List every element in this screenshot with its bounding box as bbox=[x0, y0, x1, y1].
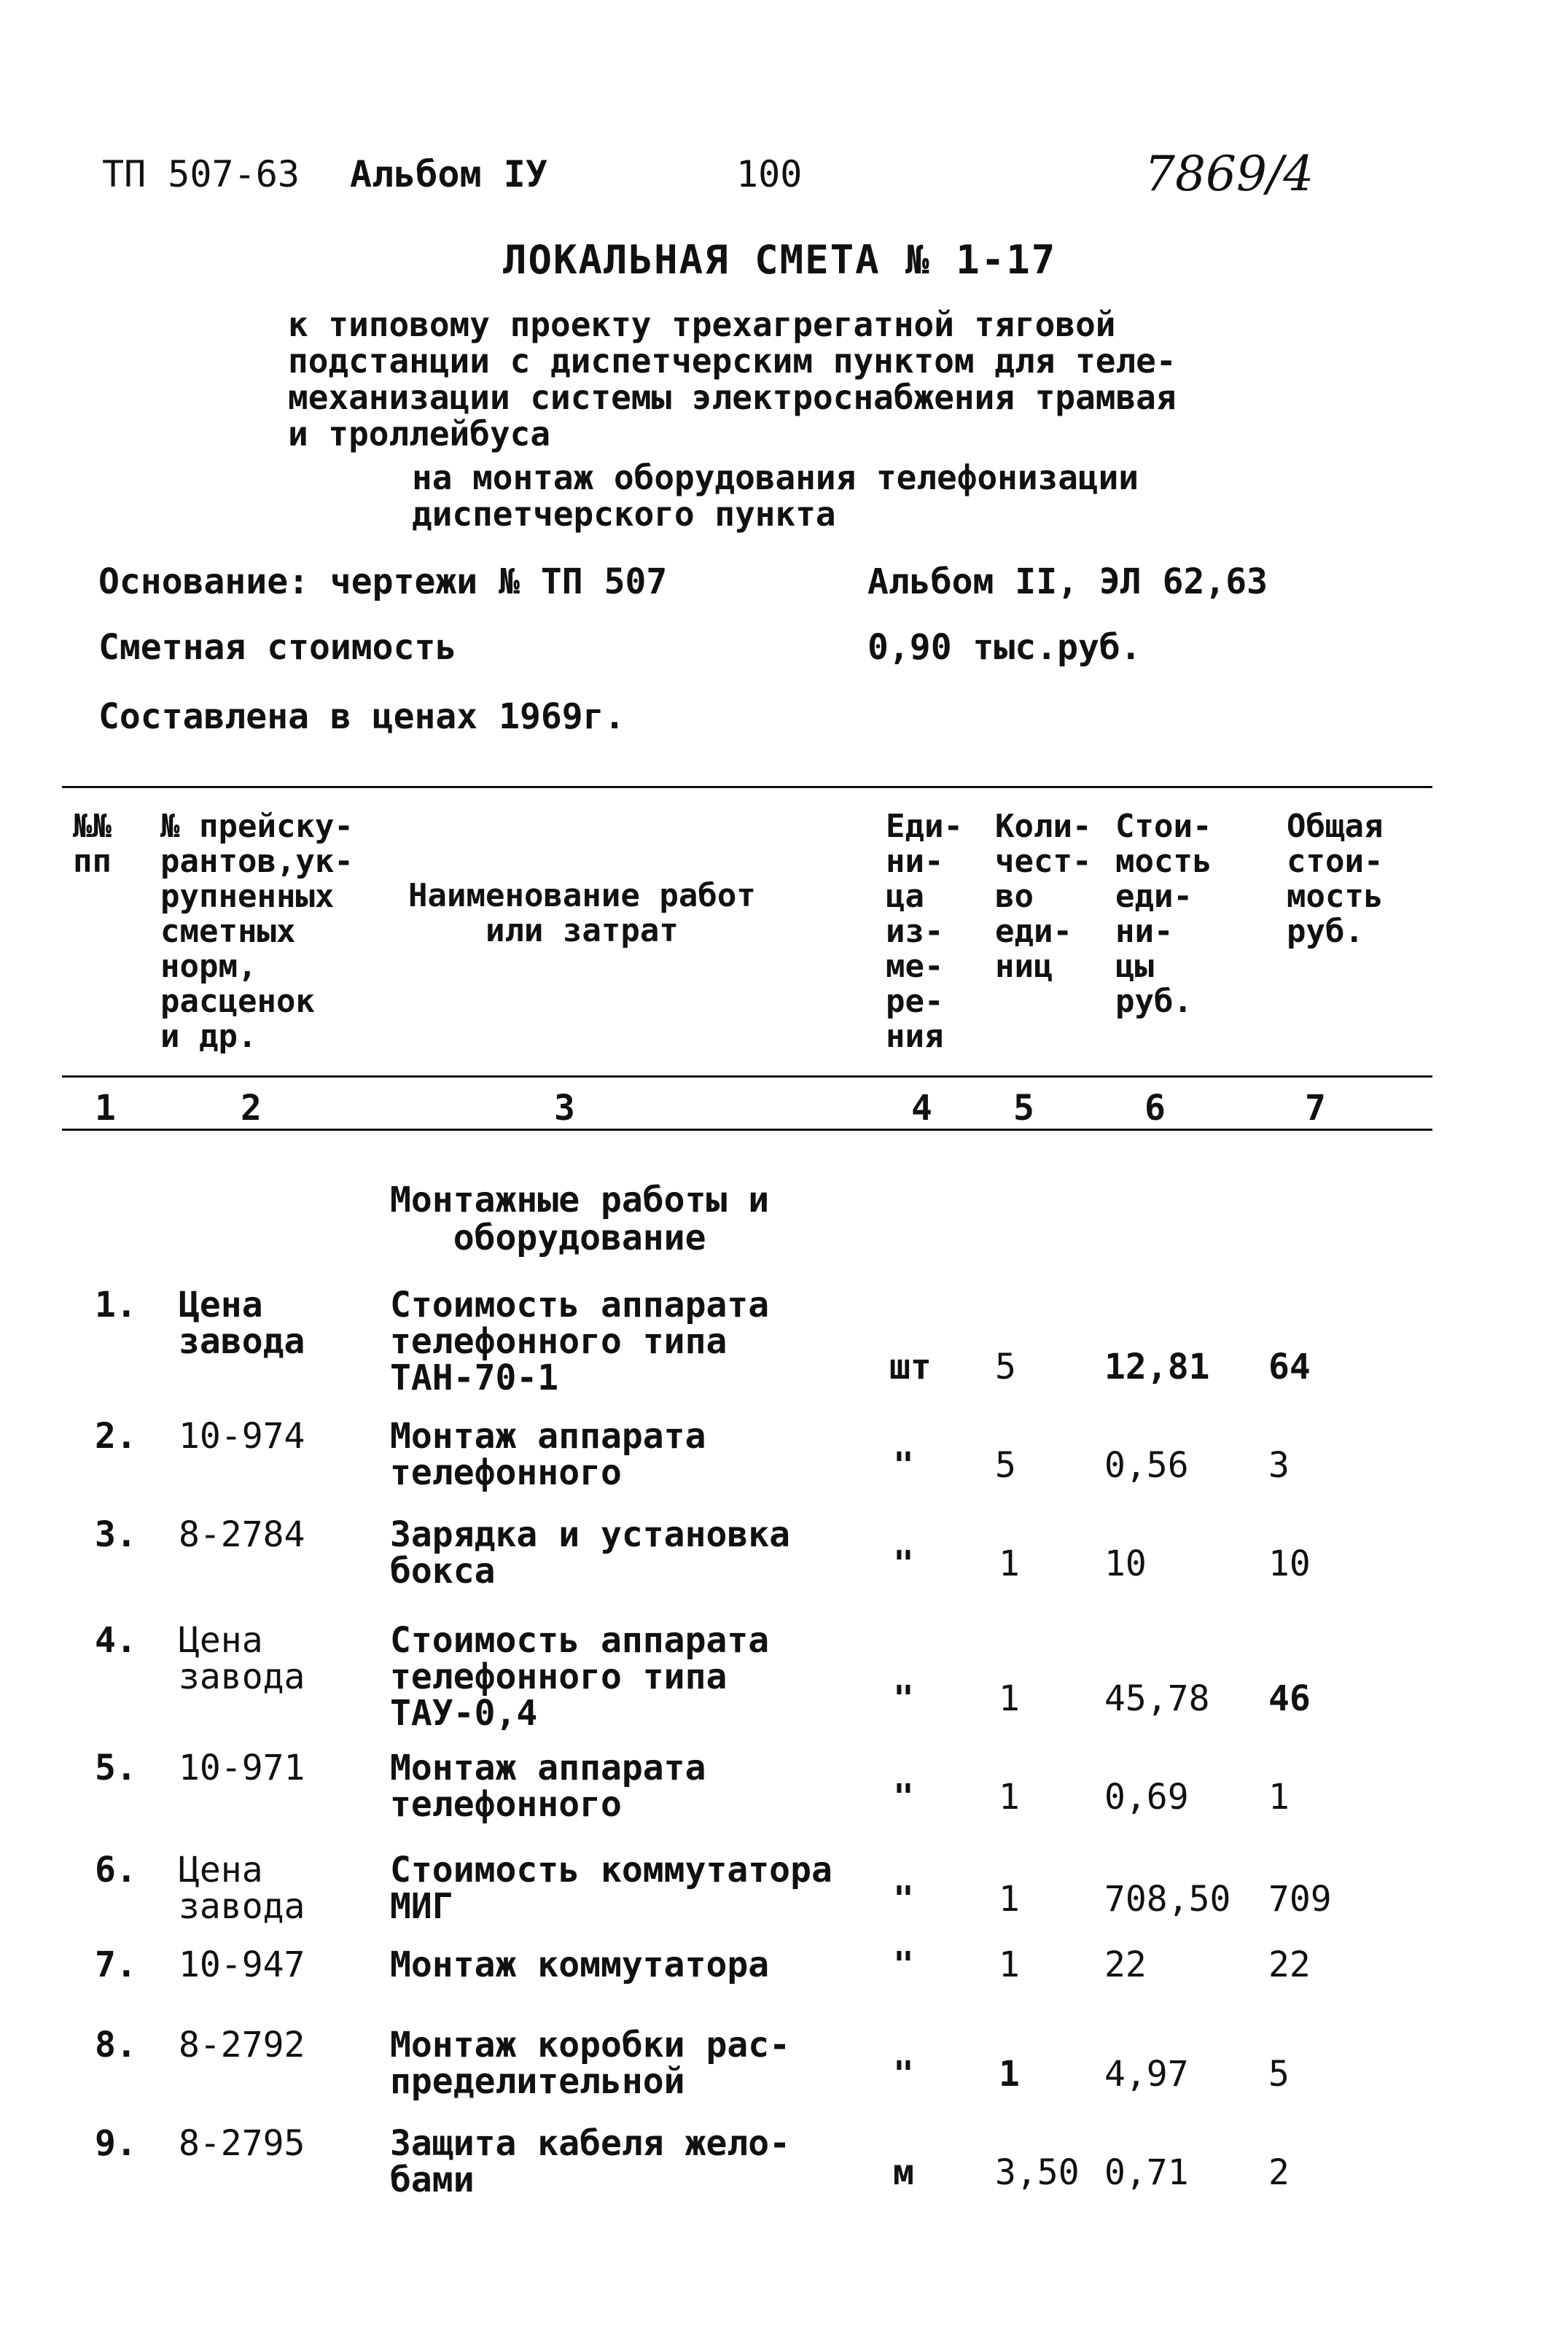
row-unit-price: 4,97 bbox=[1104, 2054, 1189, 2095]
row-unit-price: 45,78 bbox=[1104, 1678, 1210, 1719]
row-unit: " bbox=[893, 1944, 914, 1985]
prices-label: Составлена в ценах 1969г. bbox=[98, 696, 625, 737]
table-header-rule bbox=[62, 1075, 1432, 1078]
row-quantity: 5 bbox=[995, 1347, 1016, 1387]
document-subtitle: к типовому проекту трехагрегатной тяговой подстанции с диспетчерским пунктом для теле- механизации системы электроснабжения трамвая и троллейбуса bbox=[288, 305, 1177, 453]
row-total: 10 bbox=[1268, 1543, 1311, 1584]
row-reference: 8-2784 bbox=[179, 1514, 305, 1555]
row-quantity: 1 bbox=[999, 1678, 1020, 1719]
col-header-4: Еди- ни- ца из- ме- ре- ния bbox=[886, 808, 963, 1055]
col-number-7: 7 bbox=[1305, 1088, 1326, 1129]
row-number: 3. bbox=[95, 1514, 137, 1555]
row-total: 64 bbox=[1268, 1347, 1311, 1387]
row-unit: шт bbox=[889, 1347, 932, 1387]
row-number: 4. bbox=[95, 1620, 137, 1661]
col-header-7: Общая стои- мость руб. bbox=[1287, 808, 1384, 950]
col-number-5: 5 bbox=[1013, 1088, 1034, 1129]
row-reference: Цена завода bbox=[179, 1850, 305, 1927]
row-number: 6. bbox=[95, 1850, 137, 1890]
row-unit: " bbox=[893, 1543, 914, 1584]
row-name: Зарядка и установка бокса bbox=[390, 1514, 791, 1592]
row-number: 7. bbox=[95, 1944, 137, 1985]
row-number: 9. bbox=[95, 2123, 137, 2164]
row-unit: " bbox=[893, 1777, 914, 1818]
row-number: 2. bbox=[95, 1416, 137, 1457]
row-total: 2 bbox=[1268, 2152, 1290, 2193]
row-name: Стоимость коммутатора МИГ bbox=[390, 1850, 832, 1927]
row-unit: " bbox=[893, 2054, 914, 2095]
row-reference: 10-947 bbox=[179, 1944, 305, 1985]
row-number: 5. bbox=[95, 1748, 137, 1788]
row-unit: м bbox=[893, 2152, 914, 2193]
row-unit-price: 0,71 bbox=[1104, 2152, 1189, 2193]
row-unit-price: 0,69 bbox=[1104, 1777, 1189, 1818]
row-quantity: 1 bbox=[999, 1944, 1020, 1985]
table-number-rule bbox=[62, 1129, 1432, 1131]
row-quantity: 5 bbox=[995, 1445, 1016, 1486]
row-reference: 10-974 bbox=[179, 1416, 305, 1457]
col-header-1: №№ пп bbox=[73, 808, 112, 880]
section-title: Монтажные работы и оборудование bbox=[390, 1180, 770, 1258]
col-number-4: 4 bbox=[911, 1088, 932, 1129]
cost-label: Сметная стоимость bbox=[98, 627, 457, 668]
cost-value: 0,90 тыс.руб. bbox=[867, 627, 1142, 668]
row-quantity: 1 bbox=[999, 2054, 1020, 2095]
row-reference: 8-2792 bbox=[179, 2025, 305, 2065]
row-name: Защита кабеля жело- бами bbox=[390, 2123, 791, 2200]
project-code: ТП 507-63 bbox=[102, 153, 300, 195]
document-subtitle-2: на монтаж оборудования телефонизации диспетчерского пункта bbox=[412, 458, 1139, 534]
row-total: 1 bbox=[1268, 1777, 1290, 1818]
row-total: 3 bbox=[1268, 1445, 1290, 1486]
row-unit-price: 0,56 bbox=[1104, 1445, 1189, 1486]
table-top-rule bbox=[62, 786, 1432, 788]
row-reference: Цена завода bbox=[179, 1285, 305, 1362]
col-header-5: Коли- чест- во еди- ниц bbox=[995, 808, 1092, 985]
col-header-3: Наименование работ или затрат bbox=[408, 877, 756, 949]
row-unit-price: 22 bbox=[1104, 1944, 1147, 1985]
page-number: 100 bbox=[736, 153, 803, 195]
row-quantity: 1 bbox=[999, 1543, 1020, 1584]
basis-label: Основание: чертежи № ТП 507 bbox=[98, 561, 668, 602]
col-header-2: № прейску- рантов,ук- рупненных сметных норм, расценок и др. bbox=[160, 808, 354, 1055]
row-total: 46 bbox=[1268, 1678, 1311, 1719]
row-reference: 10-971 bbox=[179, 1748, 305, 1788]
col-number-3: 3 bbox=[554, 1088, 575, 1129]
basis-value: Альбом II, ЭЛ 62,63 bbox=[867, 561, 1268, 602]
row-unit-price: 708,50 bbox=[1104, 1879, 1231, 1920]
row-total: 709 bbox=[1268, 1879, 1332, 1920]
row-name: Стоимость аппарата телефонного типа ТАУ-0,4 bbox=[390, 1620, 770, 1734]
row-unit: " bbox=[893, 1879, 914, 1920]
row-name: Монтаж аппарата телефонного bbox=[390, 1748, 706, 1825]
row-total: 22 bbox=[1268, 1944, 1311, 1985]
col-number-1: 1 bbox=[95, 1088, 116, 1129]
row-unit: " bbox=[893, 1678, 914, 1719]
row-name: Стоимость аппарата телефонного типа ТАН-70-1 bbox=[390, 1285, 770, 1398]
row-unit-price: 10 bbox=[1104, 1543, 1147, 1584]
row-quantity: 1 bbox=[999, 1777, 1020, 1818]
row-quantity: 3,50 bbox=[995, 2152, 1080, 2193]
col-number-2: 2 bbox=[241, 1088, 262, 1129]
col-header-6: Стои- мость еди- ни- цы руб. bbox=[1115, 808, 1212, 1020]
col-number-6: 6 bbox=[1144, 1088, 1166, 1129]
row-unit-price: 12,81 bbox=[1104, 1347, 1210, 1387]
row-quantity: 1 bbox=[999, 1879, 1020, 1920]
row-number: 8. bbox=[95, 2025, 137, 2065]
row-reference: Цена завода bbox=[179, 1620, 305, 1697]
row-unit: " bbox=[893, 1445, 914, 1486]
row-name: Монтаж коммутатора bbox=[390, 1944, 770, 1985]
document-title: ЛОКАЛЬНАЯ СМЕТА № 1-17 bbox=[503, 237, 1057, 283]
album-label: Альбом IУ bbox=[350, 153, 547, 195]
row-total: 5 bbox=[1268, 2054, 1290, 2095]
row-number: 1. bbox=[95, 1285, 137, 1325]
row-name: Монтаж коробки рас- пределительной bbox=[390, 2025, 791, 2102]
row-reference: 8-2795 bbox=[179, 2123, 305, 2164]
row-name: Монтаж аппарата телефонного bbox=[390, 1416, 706, 1493]
handwritten-number: 7869/4 bbox=[1144, 146, 1314, 202]
